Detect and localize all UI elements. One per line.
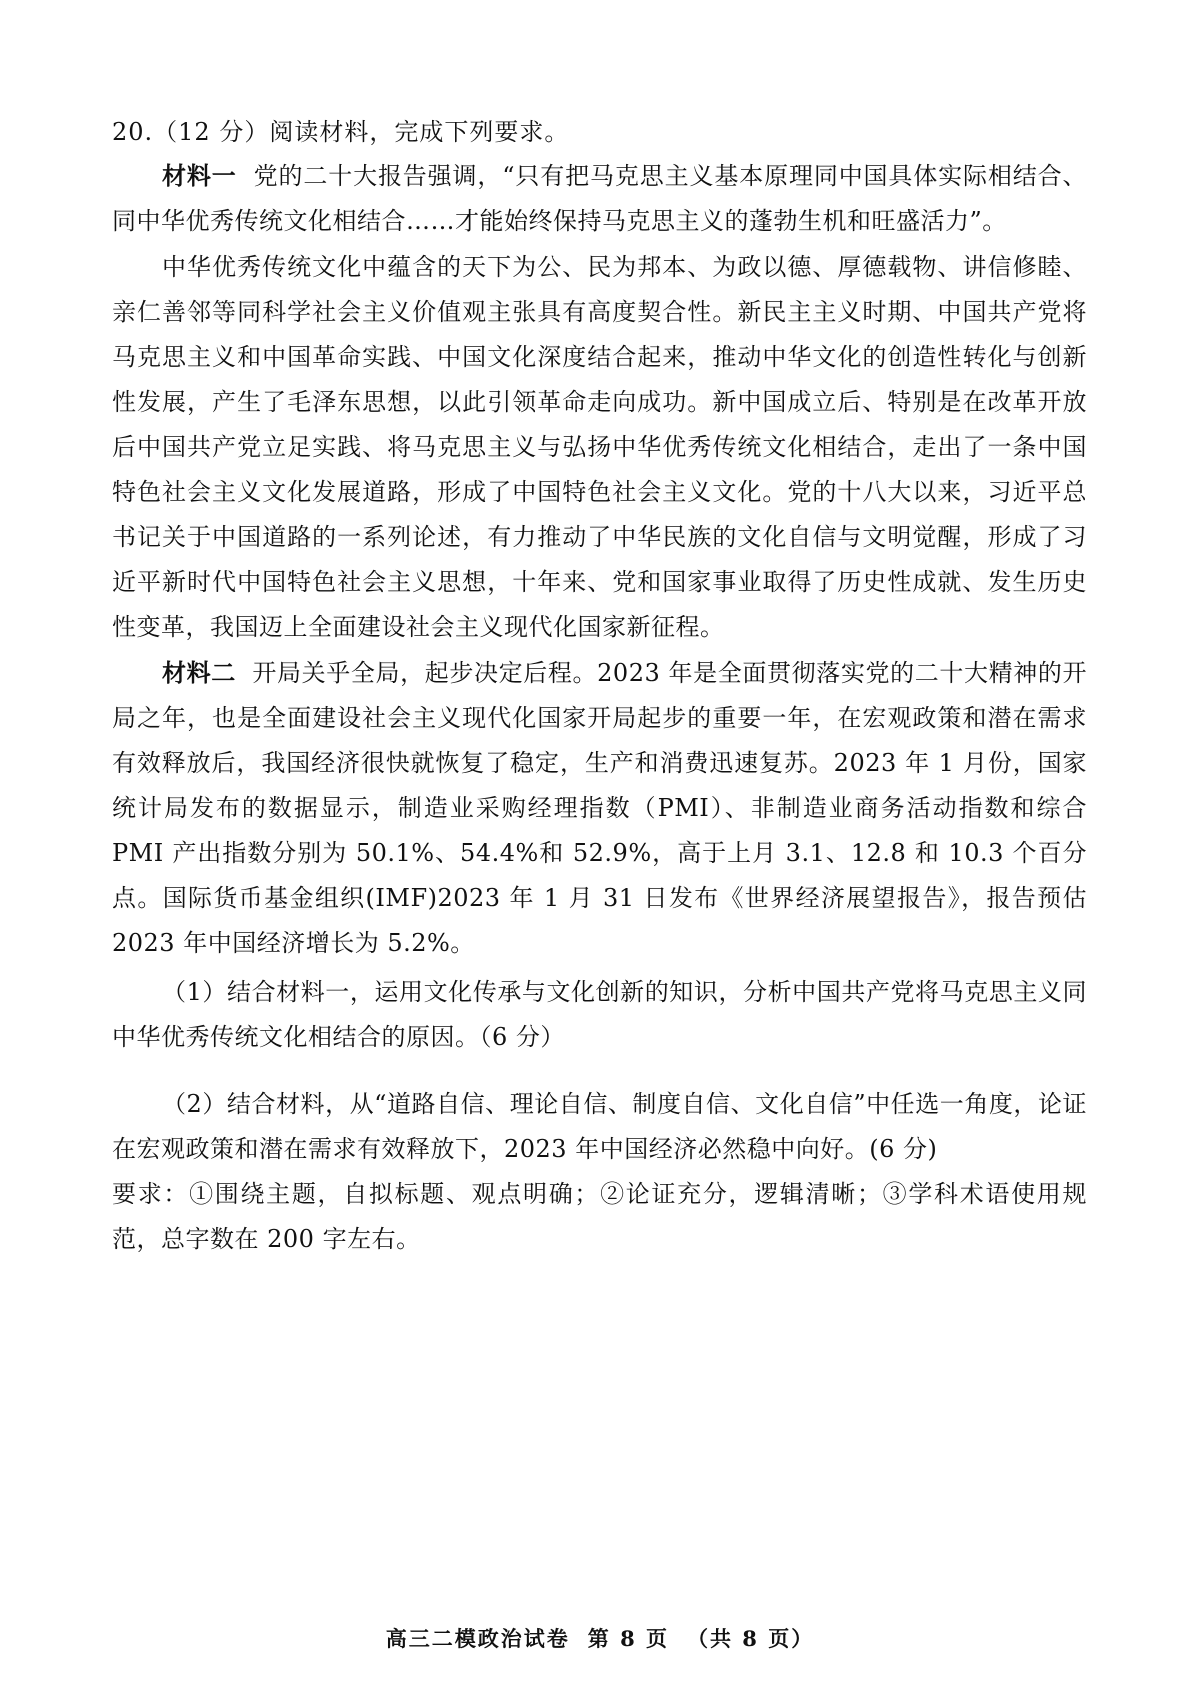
page-footer [0,1623,1200,1653]
material-one-label: 材料一 [162,161,237,190]
sub-question-2-requirement: 要求：①围绕主题，自拟标题、观点明确；②论证充分，逻辑清晰；③学科术语使用规范，总字数在 200 字左右。 [112,1180,1087,1253]
footer-page-number: 第 8 页 [587,1626,669,1651]
sub-question-2-text: （2）结合材料，从“道路自信、理论自信、制度自信、文化自信”中任选一角度，论证在宏观政策和潜在需求有效释放下，2023 年中国经济必然稳中向好。(6 分) [112,1090,1087,1163]
material-two-text: 开局关乎全局，起步决定后程。2023 年是全面贯彻落实党的二十大精神的开局之年，也是全面建设社会主义现代化国家开局起步的重要一年，在宏观政策和潜在需求有效释放后，我国经济很快就恢复了稳定，生产和消费迅速复苏。2023 年 1 月份，国家统计局发布的数据显示，制造业采购经理指数（PMI）、非制造业商务活动指数和综合 PMI 产出指数分别为 50.1%、54.4%和 52.9%，高于上月 3.1、12.8 和 10.3 个百分点。国际货币基金组织(IMF)2023 年 1 月 31 日发布《世界经济展望报告》，报告预估 2023 年中国经济增长为 5.2%。 [112,659,1087,957]
material-one-text: 党的二十大报告强调，“只有把马克思主义基本原理同中国具体实际相结合、同中华优秀传统文化相结合……才能始终保持马克思主义的蓬勃生机和旺盛活力”。 [112,162,1087,235]
material-one-body: 中华优秀传统文化中蕴含的天下为公、民为邦本、为政以德、厚德载物、讲信修睦、亲仁善邻等同科学社会主义价值观主张具有高度契合性。新民主主义时期、中国共产党将马克思主义和中国革命实践、中国文化深度结合起来，推动中华文化的创造性转化与创新性发展，产生了毛泽东思想，以此引领革命走向成功。新中国成立后、特别是在改革开放后中国共产党立足实践、将马克思主义与弘扬中华优秀传统文化相结合，走出了一条中国特色社会主义文化发展道路，形成了中国特色社会主义文化。党的十八大以来，习近平总书记关于中国道路的一系列论述，有力推动了中华民族的文化自信与文明觉醒，形成了习近平新时代中国特色社会主义思想，十年来、党和国家事业取得了历史性成就、发生历史性变革，我国迈上全面建设社会主义现代化国家新征程。 [112,253,1087,641]
material-two [112,650,1087,966]
question-title: 20.（12 分）阅读材料，完成下列要求。 [112,118,570,146]
footer-total-pages: （共 8 页） [687,1626,815,1651]
material-one-intro [112,153,1087,244]
sub-question-1: （1）结合材料一，运用文化传承与文化创新的知识，分析中国共产党将马克思主义同中华优秀传统文化相结合的原因。（6 分） [112,978,1087,1051]
footer-exam-name: 高三二模政治试卷 [385,1626,570,1651]
sub-question-2 [112,1082,1087,1262]
material-two-label: 材料二 [162,658,236,687]
